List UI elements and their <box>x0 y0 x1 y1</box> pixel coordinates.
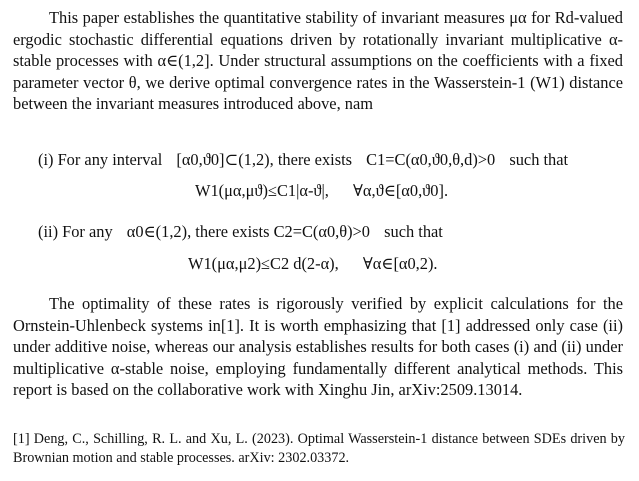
item1-suffix: such that <box>509 150 569 169</box>
formula1-condition: ∀α,ϑ∈[α0,ϑ0]. <box>353 181 449 200</box>
formula-1 <box>195 181 448 201</box>
item2-alpha: α0∈(1,2), <box>126 222 192 241</box>
formula2-lhs: W1(μα,μ2)≤C2 d(2-α), <box>188 254 339 273</box>
item2-suffix: such that <box>384 222 443 241</box>
item1-prefix: (i) For any interval <box>38 150 163 169</box>
item2-prefix: (ii) For any <box>38 222 113 241</box>
abstract-paragraph: This paper establishes the quantitative stability of invariant measures μα for Rd-valued ergodic stochastic differential equations driven by rotationally invariant multiplicative α-stable processes with α∈(1,2]. Under structural assumptions on the coefficients with a fixed parameter vector θ, we derive optimal convergence rates in the Wasserstein-1 (W1) distance between the invariant measures introduced above, nam <box>13 8 623 113</box>
result-item-2 <box>38 222 443 242</box>
formula1-lhs: W1(μα,μϑ)≤C1|α-ϑ|, <box>195 181 329 200</box>
formula-2 <box>188 254 438 274</box>
item2-constant: C2=C(α0,θ)>0 <box>273 222 371 241</box>
formula2-condition: ∀α∈[α0,2). <box>362 254 438 273</box>
optimality-paragraph: The optimality of these rates is rigorously verified by explicit calculations for the Ornstein-Uhlenbeck systems in[1]. It is worth emphasizing that [1] addressed only case (ii) under additive noise, whereas our analysis establishes results for both cases (i) and (ii) under multiplicative α-stable noise, employing fundamentally different analytical methods. This report is based on the collaborative work with Xinghu Jin, arXiv:2509.13014. <box>13 294 623 399</box>
result-item-1 <box>38 150 568 170</box>
item2-mid: there exists <box>195 222 270 241</box>
reference-entry: [1] Deng, C., Schilling, R. L. and Xu, L. (2023). Optimal Wasserstein-1 distance between SDEs driven by Brownian motion and stable processes. arXiv: 2302.03372. <box>13 431 625 466</box>
item1-mid: there exists <box>277 150 353 169</box>
item1-interval: [α0,ϑ0]⊂(1,2), <box>176 150 274 169</box>
item1-constant: C1=C(α0,ϑ0,θ,d)>0 <box>366 150 496 169</box>
